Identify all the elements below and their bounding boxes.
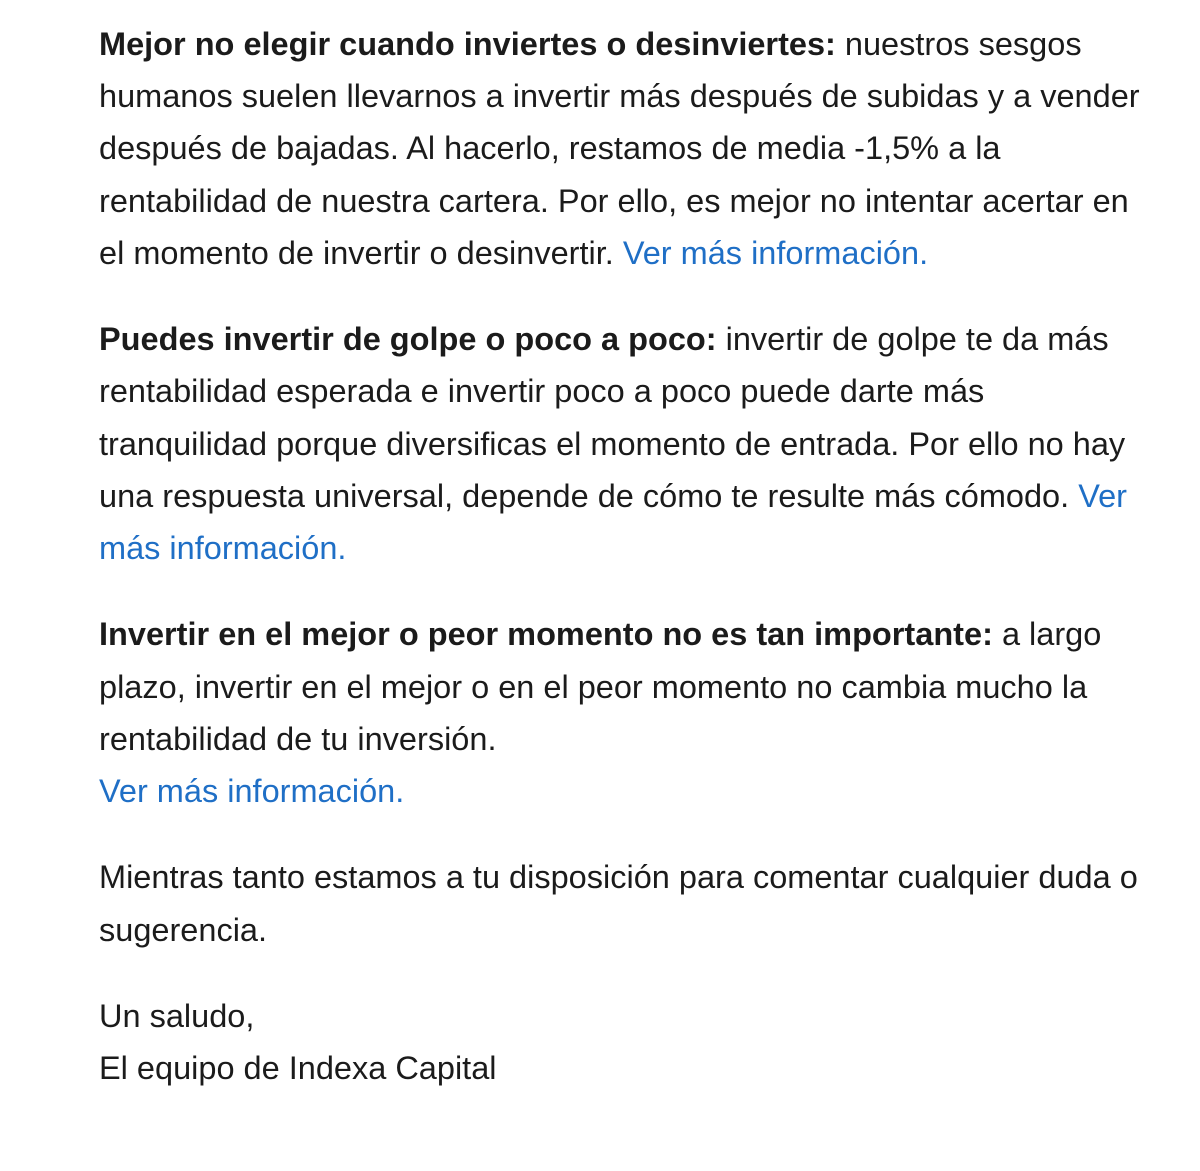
- closing-text: Mientras tanto estamos a tu disposición para comentar cualquier duda o sugerencia.: [99, 859, 1138, 948]
- section-lump-sum: [99, 313, 1149, 574]
- signature-team: El equipo de Indexa Capital: [99, 1050, 497, 1087]
- section-text: a largo plazo, invertir en el mejor o en el peor momento no cambia mucho la rentabilidad de tu inversión.: [99, 616, 1102, 757]
- section-market-timing: [99, 18, 1149, 279]
- section-heading: Mejor no elegir cuando inviertes o desinviertes:: [99, 26, 836, 62]
- more-info-link[interactable]: Ver más información.: [99, 477, 1127, 567]
- more-info-link[interactable]: Ver más información.: [99, 773, 405, 810]
- section-text: nuestros sesgos humanos suelen llevarnos a invertir más después de subidas y a vender después de bajadas. Al hacerlo, restamos de media -1,5% a la rentabilidad de nuestra cartera. Por ello, es mejor no intentar acertar en el momento de invertir o desinvertir.: [99, 26, 1140, 271]
- section-heading: Invertir en el mejor o peor momento no es tan importante:: [99, 616, 993, 653]
- more-info-link[interactable]: Ver más información.: [622, 234, 929, 271]
- email-body: [99, 18, 1149, 1094]
- section-heading: Puedes invertir de golpe o poco a poco:: [99, 321, 717, 358]
- section-best-worst-moment: [99, 608, 1149, 817]
- signature: [99, 990, 1149, 1094]
- signature-greeting: Un saludo,: [99, 998, 255, 1034]
- section-text: invertir de golpe te da más rentabilidad esperada e invertir poco a poco puede darte más tranquilidad porque diversificas el momento de entrada. Por ello no hay una respuesta universal, depende de cómo te resulte más cómodo.: [99, 321, 1126, 514]
